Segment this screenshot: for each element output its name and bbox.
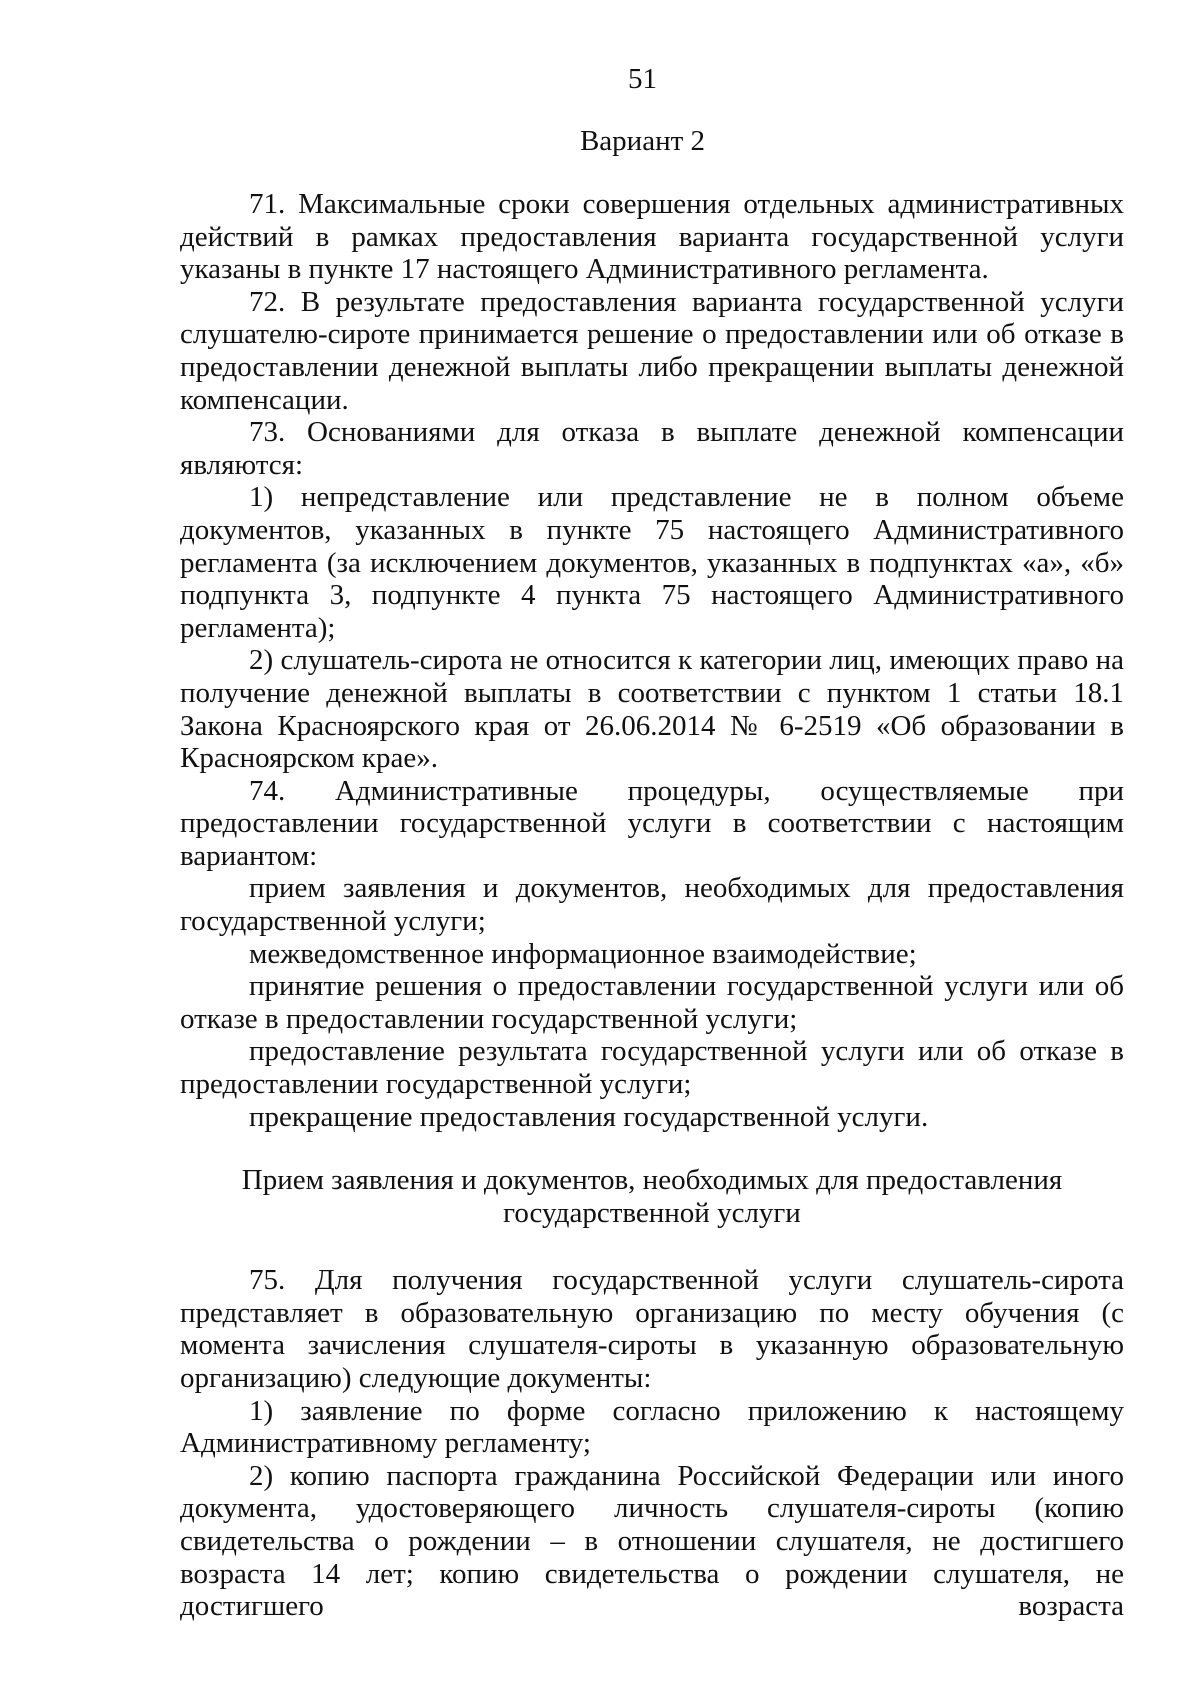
paragraph-75-item-1: 1) заявление по форме согласно приложению к настоящему Административному регламенту; [180,1394,1124,1460]
paragraph-75-item-2: 2) копию паспорта гражданина Российской Федерации или иного документа, удостоверяющего личность слушателя-сироты (копию свидетельства о рождении – в отношении слушателя, не достигшего возраста 14 лет; копию свидетельства о рождении слушателя, не достигшего возраста [180,1459,1124,1623]
section-heading [180,1164,1124,1230]
procedure-item-5: прекращение предоставления государственной услуги. [249,1100,929,1133]
procedure-item-1: прием заявления и документов, необходимых для предоставления государственной услуги; [180,872,1124,938]
document-body [180,188,1124,1623]
paragraph-73-item-1: 1) непредставление или представление не в полном объеме документов, указанных в пункте 75 настоящего Административного регламента (за исключением документов, указанных в подпунктах «а», «б» подпункта 3, подпункте 4 пункта 75 настоящего Административного регламента); [180,481,1124,644]
paragraph-73-item-2: 2) слушатель-сирота не относится к категории лиц, имеющих право на получение денежной выплаты в соответствии с пунктом 1 статьи 18.1 Закона Красноярского края от 26.06.2014 № 6-2519 «Об образовании в Красноярском крае». [180,644,1124,775]
variant-title: Вариант 2 [579,125,706,157]
page-number: 51 [628,63,657,95]
section-heading-line-1: Прием заявления и документов, необходимых для предоставления [241,1164,1063,1197]
paragraph-71: 71. Максимальные сроки совершения отдельных административных действий в рамках предоставления варианта государственной услуги указаны в пункте 17 настоящего Административного регламента. [180,188,1124,286]
paragraph-75: 75. Для получения государственной услуги слушатель-сирота представляет в образовательную организацию по месту обучения (с момента зачисления слушателя-сироты в указанную образовательную организацию) следующие документы: [180,1264,1124,1394]
section-heading-line-2: государственной услуги [503,1197,801,1230]
paragraph-74: 74. Административные процедуры, осуществляемые при предоставлении государственной услуги в соответствии с настоящим вариантом: [180,774,1124,872]
paragraph-72: 72. В результате предоставления варианта государственной услуги слушателю-сироте принимается решение о предоставлении или об отказе в предоставлении денежной выплаты либо прекращении выплаты денежной компенсации. [180,285,1124,416]
procedure-item-2: межведомственное информационное взаимодействие; [249,937,917,970]
procedure-item-3: принятие решения о предоставлении государственной услуги или об отказе в предоставлении государственной услуги; [180,970,1124,1035]
procedure-item-4: предоставление результата государственной услуги или об отказе в предоставлении государственной услуги; [180,1035,1124,1101]
paragraph-73: 73. Основаниями для отказа в выплате денежной компенсации являются: [180,416,1124,481]
